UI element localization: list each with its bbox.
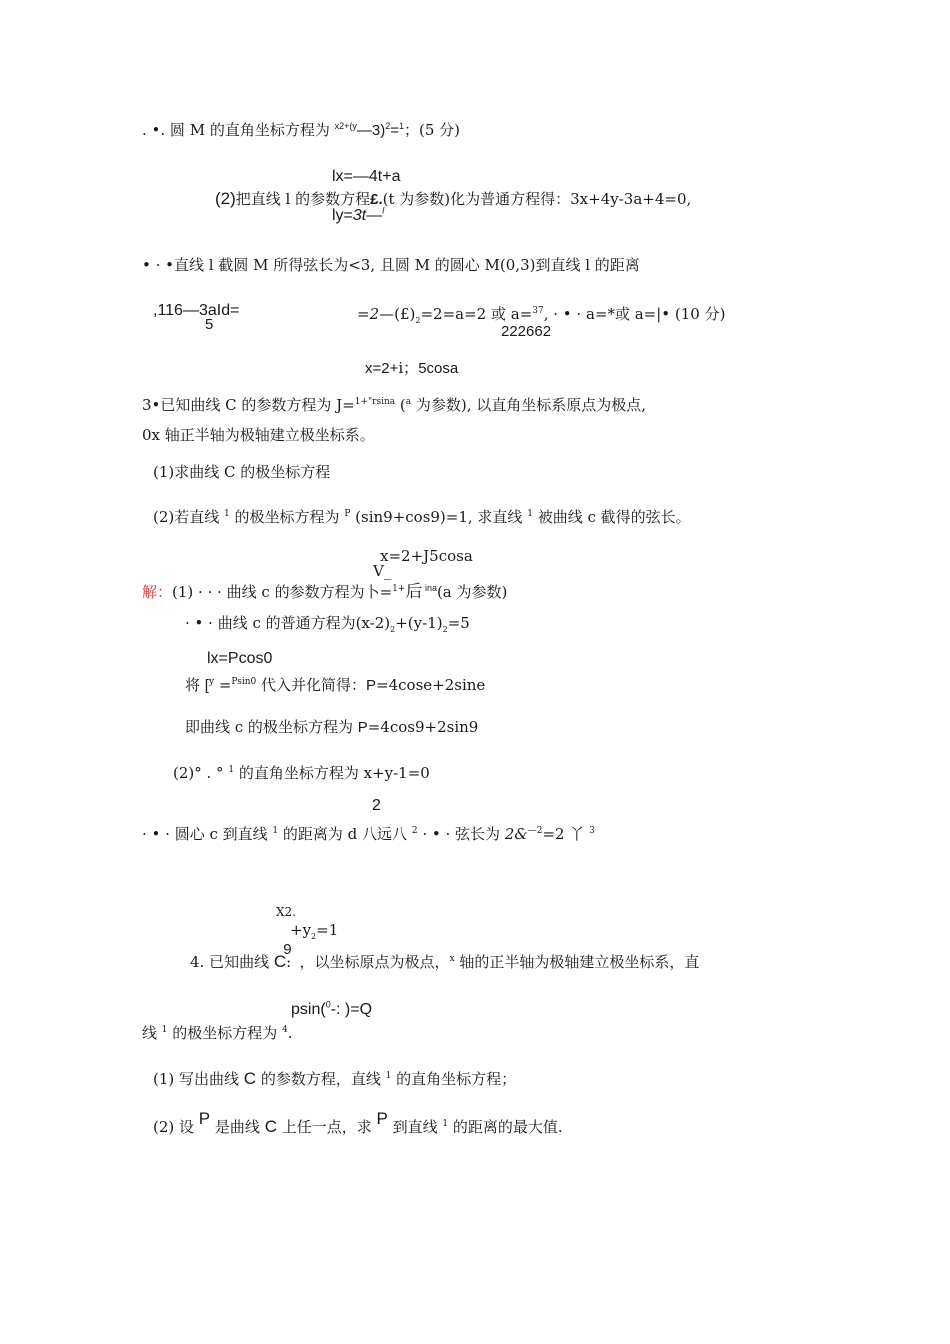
- text-segment: 2—: [369, 305, 395, 323]
- subscript: 2: [390, 625, 396, 634]
- distance-formula: ,116—3aId=: [153, 302, 240, 319]
- superscript: 2: [411, 826, 418, 836]
- text-segment: =4cose+2sine: [376, 676, 486, 694]
- circle-m-equation-line: [142, 122, 460, 140]
- text-segment: 将: [185, 676, 205, 694]
- text-segment: · • · 圆心 c 到直线: [142, 825, 273, 843]
- superscript: 0: [325, 999, 331, 1010]
- problem-4-part2: [153, 1109, 563, 1137]
- text-segment: (1) 写出曲线: [153, 1070, 244, 1088]
- text-segment: 轴的正半轴为极轴建立极坐标系，直: [454, 953, 700, 971]
- superscript: 1: [442, 1119, 449, 1129]
- text-segment: =4cos9+2sin9: [367, 718, 479, 736]
- text-segment: 上任一点，求: [276, 1118, 377, 1136]
- text-segment: C: [264, 1117, 277, 1136]
- superscript: 4: [282, 1025, 288, 1035]
- text-segment: 5cosa: [418, 360, 459, 377]
- superscript: 1: [272, 826, 279, 836]
- problem-4-statement: [190, 941, 700, 972]
- problem-4-statement-cont: [142, 1025, 293, 1042]
- text-segment: 的距离为 d 八远八: [278, 825, 412, 843]
- text-segment: 线: [142, 1024, 162, 1042]
- superscript: 2: [385, 121, 391, 131]
- text-segment: (a 为参数): [436, 583, 508, 601]
- superscript: l: [382, 205, 385, 216]
- param-eq-x-root5: x=2+J5cosa: [380, 547, 473, 565]
- text-segment: =: [214, 676, 232, 694]
- solution-3-line1: [142, 583, 507, 602]
- text-segment: 的极坐标方程为: [229, 508, 345, 526]
- subscript: 2: [442, 625, 448, 634]
- text-segment: i；: [398, 359, 419, 377]
- text-segment: P: [366, 677, 377, 694]
- param-eq-v: V_: [373, 562, 392, 580]
- polar-line-equation: [291, 1001, 372, 1019]
- text-segment: (sin9+cos9)=1, 求直线: [350, 508, 528, 526]
- text-segment: 的参数方程，直线: [256, 1070, 386, 1088]
- denominator: 5: [205, 316, 214, 333]
- text-segment: · • · 弦长为: [417, 825, 505, 843]
- text-segment: 代入并化简得：: [256, 676, 367, 694]
- subscript: 2: [311, 932, 317, 941]
- text-segment: =2=a=2 或 a=: [420, 305, 533, 323]
- chord-length-result: [142, 826, 595, 843]
- problem-3-part2: [153, 509, 691, 526]
- superscript: 1: [161, 1025, 168, 1035]
- text-segment: P: [198, 1109, 211, 1128]
- text-segment: +y: [290, 921, 312, 939]
- text-segment: (2) 设: [153, 1118, 199, 1136]
- problem-3-part1: (1)求曲线 C 的极坐标方程: [153, 463, 331, 481]
- chord-length-line: • · •直线 l 截圆 M 所得弦长为<3, 且圆 M 的圆心 M(0,3)到直线 l 的距离: [142, 256, 640, 274]
- param-x-cos: [365, 360, 458, 378]
- superscript: 1: [527, 509, 533, 519]
- text-segment: (t 为参数)化为普通方程得：3x+4y-3a+4=0,: [382, 190, 692, 208]
- text-segment: 被曲线 c 截得的弦长。: [532, 508, 691, 526]
- text-segment: x=2+: [365, 360, 399, 377]
- text-segment: £.: [370, 191, 383, 208]
- superscript: 1: [224, 509, 230, 519]
- text-segment: 的距离的最大值.: [448, 1118, 563, 1136]
- text-segment: [: [204, 677, 209, 694]
- superscript: x2+(y: [334, 121, 357, 131]
- polar-equation-line: [185, 719, 478, 737]
- text-segment: ，以坐标原点为极点，: [299, 953, 450, 971]
- superscript: 3: [589, 826, 595, 836]
- text-segment: .: [287, 1024, 293, 1042]
- problem-3-statement: [142, 397, 646, 414]
- text-segment: P: [376, 1109, 388, 1128]
- text-segment: , · • · a=*或 a=|• (10 分): [543, 305, 726, 323]
- text-segment: 到直线: [387, 1118, 443, 1136]
- solution-label: 解：: [142, 583, 173, 601]
- text-segment: 3•已知曲线 C 的参数方程为 J=: [142, 396, 355, 414]
- param-eq-y: [332, 207, 384, 225]
- text-segment: 把直线 l 的参数方程: [235, 190, 371, 208]
- text-segment: (2)若直线: [153, 508, 225, 526]
- text-segment: —3): [356, 122, 386, 139]
- denominators-row: 222662: [501, 323, 552, 340]
- text-segment: 3t—: [352, 207, 383, 224]
- problem-4-part1: [153, 1070, 516, 1089]
- subscript: 2: [415, 316, 421, 325]
- text-segment: C: [243, 1069, 257, 1088]
- ellipse-equation-tail: [290, 922, 338, 939]
- text-segment: (2)° . °: [173, 764, 229, 782]
- superscript: 1+"rsina: [354, 397, 396, 407]
- text-segment: (1) · · · 曲线 c 的参数方程为卜=: [172, 583, 393, 601]
- superscript: ina: [422, 583, 437, 593]
- text-segment: 即曲线 c 的极坐标方程为: [185, 718, 358, 736]
- text-segment: 后: [405, 582, 423, 602]
- superscript: y: [208, 677, 215, 687]
- polar-substitution-x: lx=Pcos0: [207, 650, 273, 667]
- text-segment: P: [357, 719, 368, 736]
- text-segment: =: [357, 305, 370, 323]
- text-segment: 的直角坐标方程为 x+y-1=0: [234, 764, 430, 782]
- text-segment: ；(5 分): [404, 121, 461, 139]
- text-segment: 为参数), 以直角坐标系原点为极点,: [411, 396, 647, 414]
- text-segment: 的直角坐标方程；: [391, 1070, 517, 1088]
- fraction-denominator: 2: [372, 797, 381, 814]
- superscript: 9: [283, 941, 292, 958]
- text-segment: :: [286, 953, 292, 971]
- superscript: 1: [398, 121, 404, 131]
- problem-3-statement-cont: 0x 轴正半轴为极轴建立极坐标系。: [142, 426, 375, 444]
- superscript: —2: [527, 826, 543, 836]
- text-segment: =1: [316, 921, 339, 939]
- superscript: x: [449, 954, 455, 964]
- text-segment: (2): [215, 189, 236, 208]
- text-segment: 2&: [504, 825, 528, 843]
- superscript: Psin0: [231, 677, 257, 687]
- text-segment: · • · 曲线 c 的普通方程为(x-2): [185, 614, 391, 632]
- solution-a-line: [357, 306, 725, 323]
- text-segment: =: [390, 122, 399, 139]
- text-segment: . •. 圆 M 的直角坐标方程为: [142, 121, 335, 139]
- text-segment: =2 丫: [542, 825, 590, 843]
- text-segment: +(y-1): [395, 614, 443, 632]
- superscript: P: [344, 509, 351, 519]
- text-segment: 4. 已知曲线: [190, 953, 274, 971]
- superscript: 37: [532, 306, 544, 316]
- text-segment: (: [395, 396, 406, 414]
- text-segment: =5: [447, 614, 470, 632]
- text-segment: ly=: [332, 207, 353, 224]
- superscript: 1: [228, 765, 235, 775]
- text-segment: C: [273, 952, 287, 971]
- line-cartesian-equation: [173, 765, 430, 782]
- superscript: a: [405, 397, 412, 407]
- param-eq-x: lx=—4t+a: [332, 168, 401, 185]
- polar-substitution-line: [185, 677, 485, 695]
- text-segment: 是曲线: [210, 1118, 265, 1136]
- ellipse-numerator: X2.: [276, 905, 296, 919]
- text-segment: (£): [394, 305, 416, 323]
- text-segment: psin(: [291, 1001, 326, 1018]
- superscript: 1: [385, 1071, 392, 1081]
- text-segment: 的极坐标方程为: [167, 1024, 283, 1042]
- part2-line: [215, 190, 691, 209]
- text-segment: -: )=Q: [330, 1001, 373, 1018]
- superscript: 1+: [392, 584, 406, 594]
- ordinary-equation-line: [185, 615, 470, 632]
